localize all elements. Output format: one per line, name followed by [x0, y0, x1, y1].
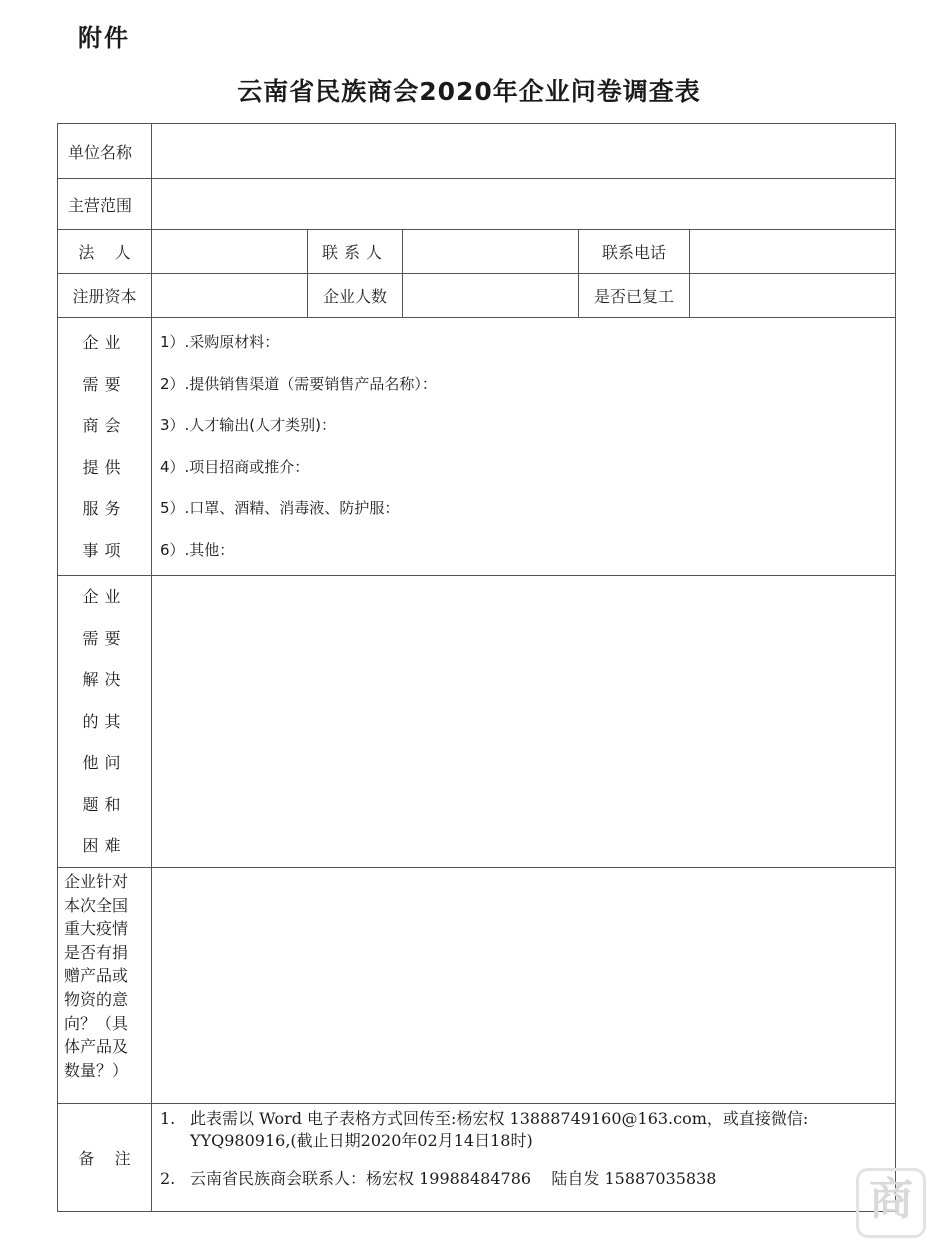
services-label-line: 提供 — [82, 457, 127, 477]
donation-label-line: 赠产品或 — [64, 966, 129, 986]
services-label-line: 企业 — [82, 333, 127, 352]
problems-label-line: 企业 — [82, 587, 127, 607]
donation-label-line: 企业针对 — [64, 872, 129, 891]
donation-label-line: 是否有捐 — [64, 942, 129, 962]
remark-item — [160, 1168, 889, 1190]
remark-item — [160, 1108, 889, 1152]
row-problems — [58, 576, 896, 868]
problems-label-line: 他问 — [82, 753, 127, 773]
attachment-label: 附件 — [78, 24, 130, 52]
donation-label-line: 本次全国 — [64, 895, 129, 915]
donation-label — [58, 868, 152, 1104]
problems-label — [58, 576, 152, 868]
services-label — [58, 318, 152, 576]
survey-form-table — [57, 123, 896, 1212]
remark-number: 2. — [160, 1169, 176, 1188]
donation-label-line: 重大疫情 — [64, 919, 129, 939]
donation-label-line: 数量？） — [64, 1060, 129, 1080]
remark-text: 此表需以 Word 电子表格方式回传至:杨宏权 13888749160@163.com，或直接微信: YYQ980916,(截止日期2020年02月14日18时) — [190, 1109, 809, 1150]
row-remarks — [58, 1104, 896, 1212]
donation-label-line: 物资的意 — [64, 989, 129, 1009]
row-legal-contact — [58, 230, 896, 274]
company-name-label: 单位名称 — [58, 124, 152, 179]
page-title: 云南省民族商会2020年企业问卷调查表 — [237, 77, 701, 106]
problems-label-line: 困难 — [82, 836, 127, 856]
business-scope-label: 主营范围 — [58, 179, 152, 230]
row-services — [58, 318, 896, 576]
company-name-field[interactable] — [152, 124, 896, 179]
contact-person-field[interactable] — [403, 230, 579, 274]
services-label-line: 需要 — [82, 374, 127, 394]
employee-count-field[interactable] — [403, 274, 579, 318]
service-item: 5）.口罩、酒精、消毒液、防护服： — [160, 499, 400, 517]
legal-rep-label: 法 人 — [58, 230, 152, 274]
contact-person-label: 联系人 — [308, 230, 403, 274]
remarks-field — [152, 1104, 896, 1212]
row-donation — [58, 868, 896, 1104]
watermark-logo-icon: 商 — [856, 1168, 926, 1238]
remark-number: 1. — [160, 1109, 176, 1128]
business-scope-field[interactable] — [152, 179, 896, 230]
service-item: 4）.项目招商或推介： — [160, 457, 310, 476]
problems-label-line: 需要 — [82, 628, 127, 648]
services-label-line: 服务 — [82, 499, 127, 518]
services-label-line: 事项 — [82, 540, 127, 560]
services-field[interactable] — [152, 318, 896, 576]
resumed-work-label: 是否已复工 — [579, 274, 690, 318]
problems-label-line: 题和 — [82, 794, 127, 814]
row-business-scope — [58, 179, 896, 230]
donation-field[interactable] — [152, 868, 896, 1104]
donation-label-line: 向？（具 — [64, 1013, 129, 1033]
contact-phone-label: 联系电话 — [579, 230, 690, 274]
service-item: 2）.提供销售渠道（需要销售产品名称）： — [160, 374, 437, 393]
registered-capital-label: 注册资本 — [58, 274, 152, 318]
row-capital-staff — [58, 274, 896, 318]
registered-capital-field[interactable] — [152, 274, 308, 318]
donation-label-line: 体产品及 — [64, 1037, 129, 1057]
resumed-work-field[interactable] — [690, 274, 896, 318]
service-item: 6）.其他： — [160, 540, 235, 559]
employee-count-label: 企业人数 — [308, 274, 403, 318]
remark-text: 云南省民族商会联系人：杨宏权 19988484786 陆自发 15887035838 — [190, 1169, 717, 1188]
service-item: 3）.人才输出(人才类别)： — [160, 416, 337, 434]
services-label-line: 商会 — [82, 416, 127, 435]
problems-label-line: 的其 — [82, 711, 127, 731]
legal-rep-field[interactable] — [152, 230, 308, 274]
problems-field[interactable] — [152, 576, 896, 868]
row-company-name — [58, 124, 896, 179]
service-item: 1）.采购原材料： — [160, 333, 280, 351]
problems-label-line: 解决 — [82, 670, 127, 690]
remarks-label: 备 注 — [58, 1104, 152, 1212]
contact-phone-field[interactable] — [690, 230, 896, 274]
